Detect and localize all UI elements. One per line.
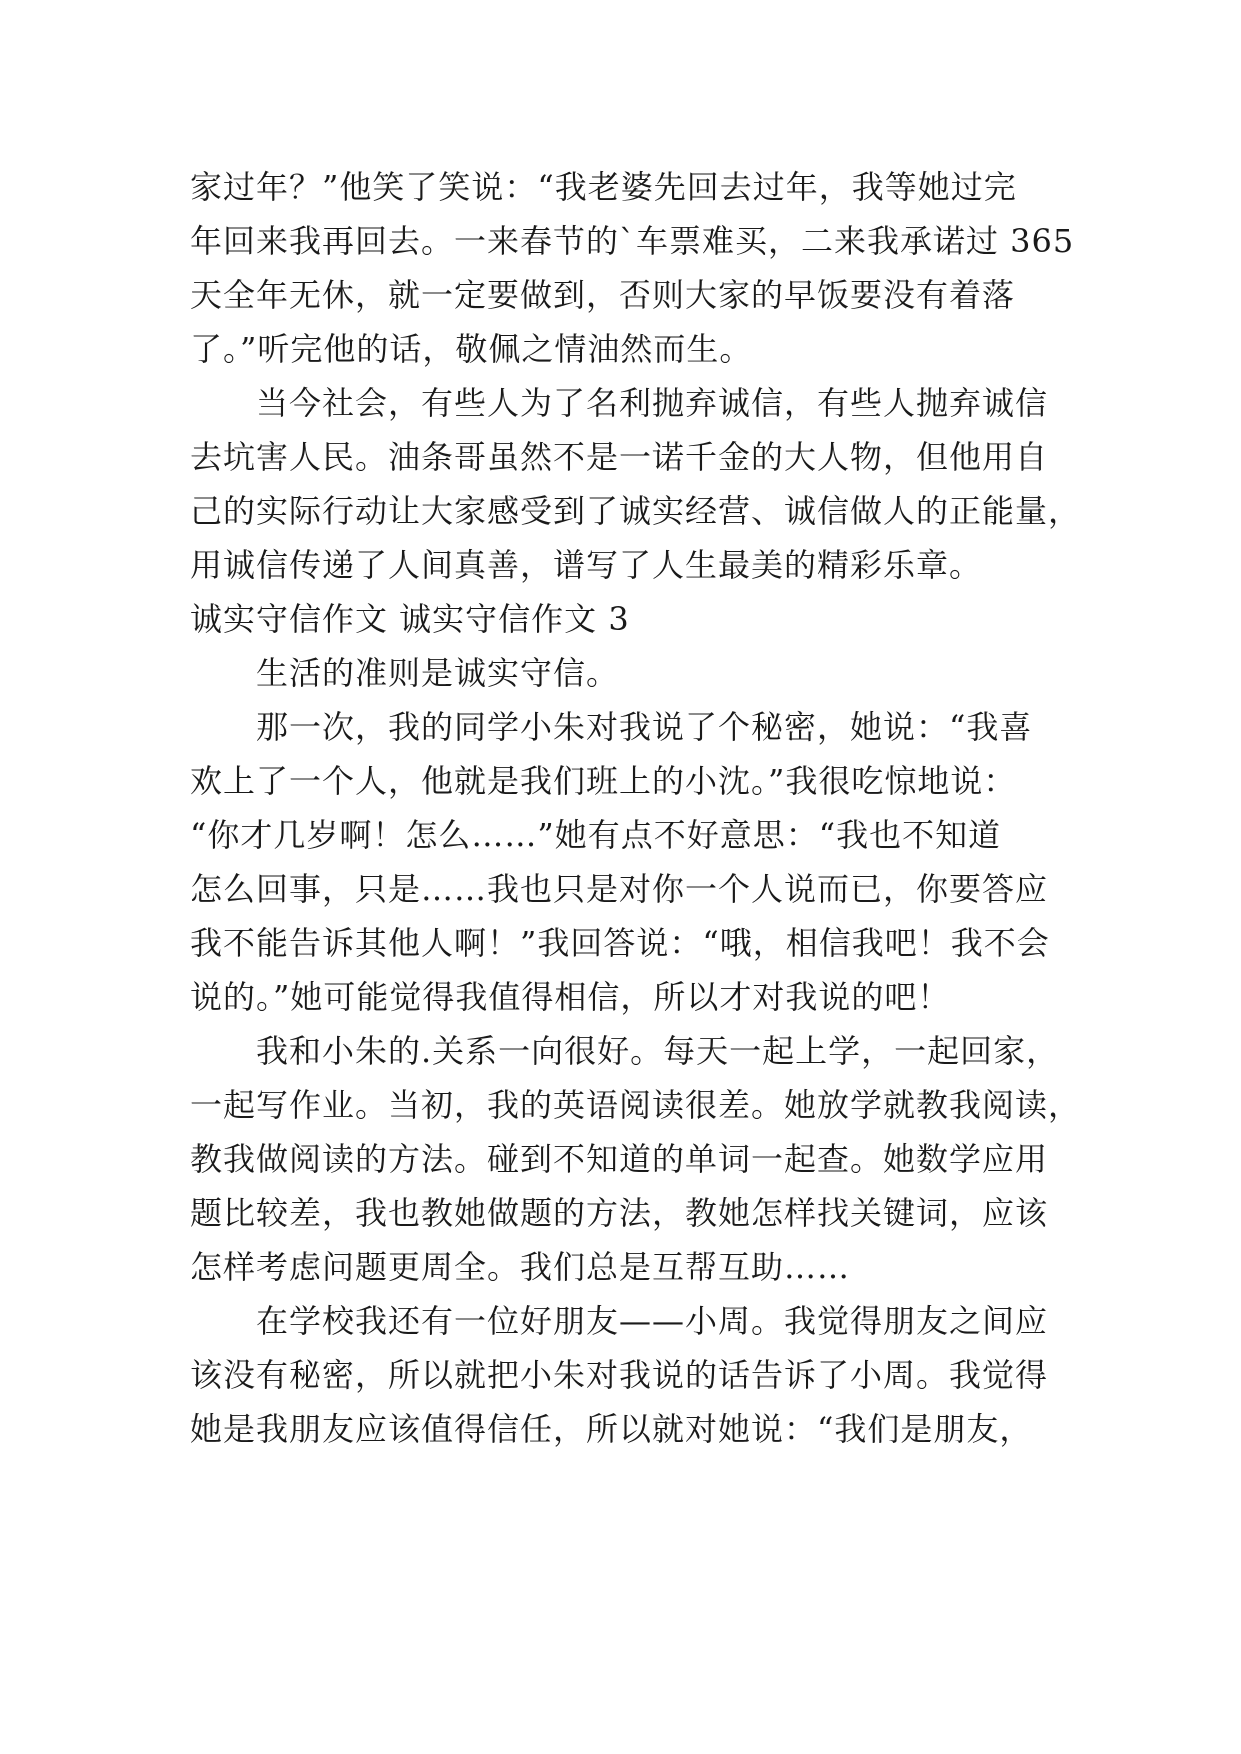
text-line: 说的。”她可能觉得我值得相信，所以才对我说的吧！ [190,978,951,1016]
text-line: 年回来我再回去。一来春节的`车票难买，二来我承诺过 365 [190,222,1075,260]
text-line: 怎么回事，只是……我也只是对你一个人说而已，你要答应 [190,870,1049,908]
text-line: 该没有秘密，所以就把小朱对我说的话告诉了小周。我觉得 [190,1356,1049,1394]
text-line: 欢上了一个人，他就是我们班上的小沈。”我很吃惊地说： [190,762,1017,800]
text-line: 她是我朋友应该值得信任，所以就对她说：“我们是朋友， [190,1410,1033,1448]
text-line: 我和小朱的.关系一向很好。每天一起上学，一起回家， [190,1032,1060,1070]
text-line: “你才几岁啊！怎么……”她有点不好意思：“我也不知道 [190,816,1002,854]
text-line: 用诚信传递了人间真善，谱写了人生最美的精彩乐章。 [190,546,983,584]
text-line: 了。”听完他的话，敬佩之情油然而生。 [190,330,753,368]
text-line: 教我做阅读的方法。碰到不知道的单词一起查。她数学应用 [190,1140,1049,1178]
text-line: 去坑害人民。油条哥虽然不是一诺千金的大人物，但他用自 [190,438,1049,476]
text-line: 家过年？”他笑了笑说：“我老婆先回去过年，我等她过完 [190,168,1017,206]
text-line: 当今社会，有些人为了名利抛弃诚信，有些人抛弃诚信 [190,384,1049,422]
section-heading: 诚实守信作文 诚实守信作文 3 [190,600,630,638]
text-line: 题比较差，我也教她做题的方法，教她怎样找关键词，应该 [190,1194,1049,1232]
text-line: 在学校我还有一位好朋友——小周。我觉得朋友之间应 [190,1302,1049,1340]
text-line: 己的实际行动让大家感受到了诚实经营、诚信做人的正能量， [190,492,1082,530]
text-line: 生活的准则是诚实守信。 [190,654,620,692]
text-line: 那一次，我的同学小朱对我说了个秘密，她说：“我喜 [190,708,1033,746]
text-line: 怎样考虑问题更周全。我们总是互帮互助…… [190,1248,851,1286]
body-text [190,160,1082,1456]
text-line: 一起写作业。当初，我的英语阅读很差。她放学就教我阅读， [190,1086,1082,1124]
text-line: 天全年无休，就一定要做到，否则大家的早饭要没有着落 [190,276,1016,314]
text-line: 我不能告诉其他人啊！”我回答说：“哦，相信我吧！我不会 [190,924,1050,962]
